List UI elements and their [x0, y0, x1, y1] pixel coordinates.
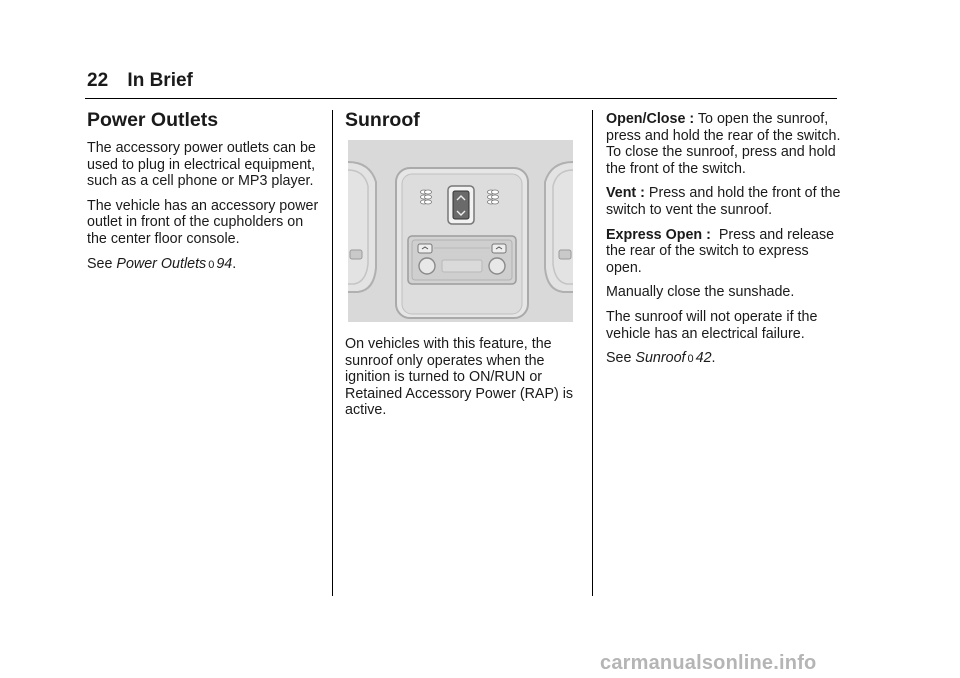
sunroof-switch-illustration	[348, 140, 573, 322]
sunshade-paragraph: Manually close the sunshade.	[606, 284, 795, 301]
header-rule	[85, 98, 837, 99]
open-close-definition	[606, 111, 841, 177]
reference-page-number[interactable]: 42	[695, 350, 712, 367]
express-open-text: Press and release the rear of the switch to express open.	[606, 226, 839, 276]
sunroof-section	[345, 108, 585, 427]
power-outlets-paragraph: The accessory power outlets can be used to plug in electrical equipment, such as a cell phone or MP3 player.	[87, 140, 316, 190]
cross-reference-link[interactable]: Power Outlets	[116, 255, 207, 272]
open-close-term: Open/Close :	[606, 111, 695, 127]
sunroof-paragraph: On vehicles with this feature, the sunroof only operates when the ignition is turned to ON/RUN or Retained Accessory Power (RAP) is active.	[345, 336, 574, 419]
section-title: In Brief	[127, 70, 193, 91]
column-divider	[332, 110, 333, 596]
sunroof-controls-section	[606, 111, 841, 376]
page-reference-icon: 0	[687, 353, 694, 366]
vent-term: Vent :	[606, 185, 645, 202]
power-outlets-section	[87, 108, 322, 281]
page-header	[87, 70, 193, 92]
power-outlets-heading: Power Outlets	[87, 109, 219, 131]
power-outlets-see-reference	[87, 256, 322, 274]
reference-suffix: .	[711, 350, 716, 367]
express-open-term: Express Open :	[606, 226, 711, 243]
power-outlets-paragraph: The vehicle has an accessory power outlet in front of the cupholders on the center floor console.	[87, 197, 319, 247]
vent-definition	[606, 185, 841, 218]
open-close-text: To open the sunroof, press and hold the rear of the switch. To close the sunroof, press and hold the front of the switch.	[606, 111, 841, 177]
sunroof-see-reference	[606, 350, 841, 368]
vent-text: Press and hold the front of the switch to vent the sunroof.	[606, 185, 841, 218]
page-reference-icon: 0	[208, 258, 215, 271]
see-prefix: See	[606, 350, 636, 367]
watermark: carmanualsonline.info	[600, 652, 817, 674]
reference-page-number[interactable]: 94	[216, 255, 233, 272]
column-divider	[592, 110, 593, 596]
express-open-definition	[606, 227, 841, 277]
page-number: 22	[87, 70, 109, 91]
electrical-failure-paragraph: The sunroof will not operate if the vehicle has an electrical failure.	[606, 308, 818, 342]
sunroof-heading: Sunroof	[345, 109, 420, 131]
reference-suffix: .	[232, 255, 237, 272]
see-prefix: See	[87, 255, 117, 272]
cross-reference-link[interactable]: Sunroof	[635, 350, 686, 367]
